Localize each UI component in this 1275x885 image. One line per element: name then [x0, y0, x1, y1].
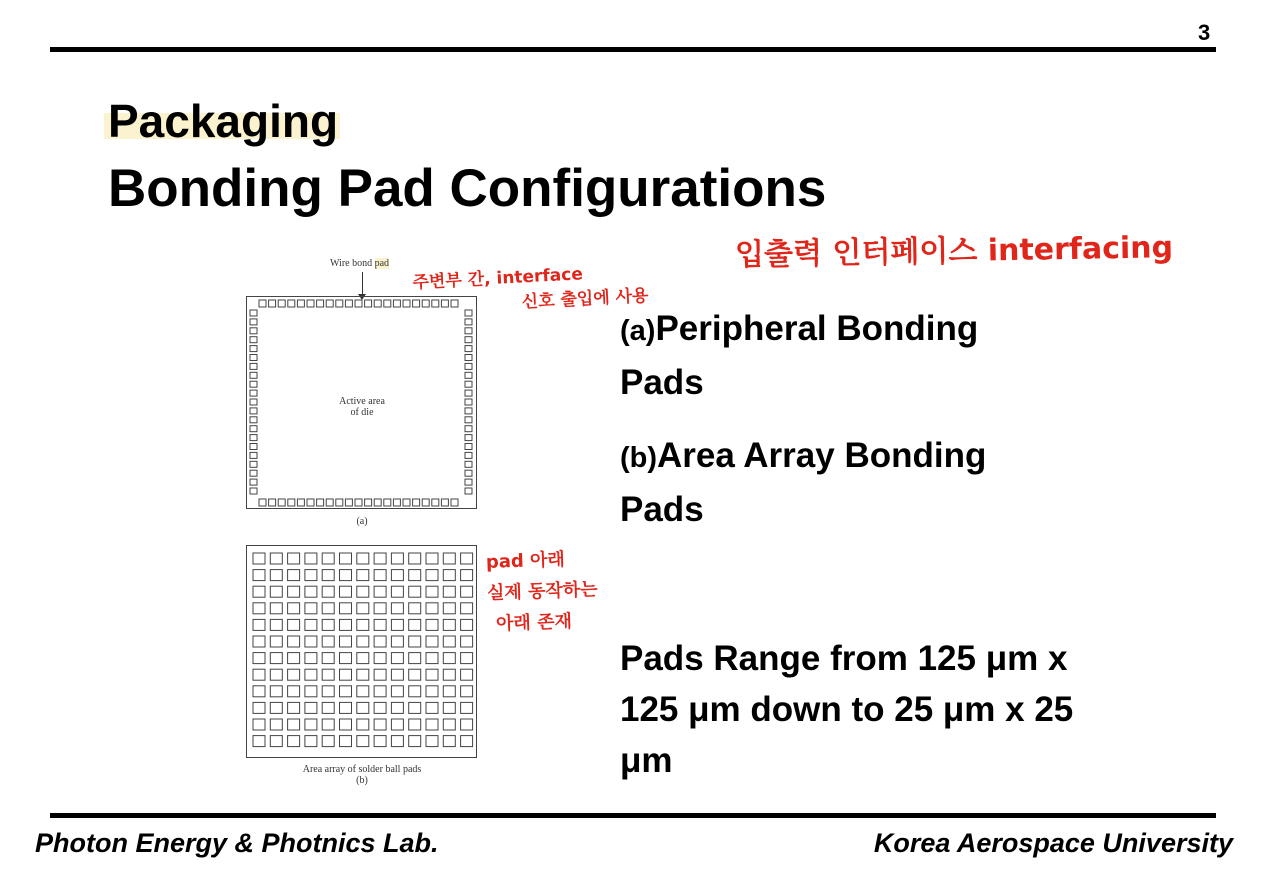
area-array-pad: [357, 669, 369, 680]
area-array-pad: [374, 702, 386, 713]
peripheral-pad: [250, 488, 257, 494]
peripheral-pad: [465, 363, 472, 369]
area-array-pad: [270, 736, 282, 747]
peripheral-pad: [465, 328, 472, 334]
active-area-label: Active area of die: [339, 396, 385, 418]
area-array-pad: [340, 736, 352, 747]
peripheral-pad: [422, 499, 429, 506]
area-array-pad: [391, 686, 403, 697]
area-array-pad: [322, 686, 334, 697]
area-array-pad: [443, 636, 455, 647]
peripheral-pad: [317, 499, 324, 506]
area-array-pad: [357, 619, 369, 630]
peripheral-pad: [250, 470, 257, 476]
peripheral-pad: [250, 479, 257, 485]
area-array-pad: [305, 586, 317, 597]
peripheral-pad: [384, 499, 391, 506]
area-array-pad: [426, 702, 438, 713]
area-array-pad: [426, 570, 438, 581]
peripheral-pad: [250, 363, 257, 369]
area-array-pad: [409, 669, 421, 680]
annotation-interfacing: 입출력 인터페이스 interfacing: [734, 230, 1174, 273]
area-array-pad: [288, 702, 300, 713]
top-rule: [50, 47, 1216, 52]
peripheral-pad: [336, 499, 343, 506]
area-array-pad: [409, 570, 421, 581]
area-array-pad: [253, 570, 265, 581]
area-array-pad: [391, 653, 403, 664]
area-array-pad: [374, 619, 386, 630]
area-array-pad: [374, 719, 386, 730]
area-array-pad: [357, 636, 369, 647]
area-array-pad: [391, 702, 403, 713]
area-array-pad: [322, 736, 334, 747]
peripheral-pad: [326, 499, 333, 506]
peripheral-pad: [288, 300, 295, 307]
area-array-pad: [391, 736, 403, 747]
peripheral-pad: [465, 435, 472, 441]
peripheral-pad: [259, 300, 266, 307]
peripheral-pad: [278, 300, 285, 307]
area-array-pad: [322, 553, 334, 564]
slide-title: Bonding Pad Configurations: [108, 159, 827, 218]
area-array-pad: [426, 669, 438, 680]
area-array-pad: [322, 653, 334, 664]
area-array-pad: [270, 586, 282, 597]
area-array-pad: [409, 686, 421, 697]
area-array-pad: [305, 719, 317, 730]
peripheral-pad: [250, 355, 257, 361]
area-array-pad: [253, 669, 265, 680]
peripheral-pad: [355, 499, 362, 506]
area-array-pad: [253, 736, 265, 747]
area-array-pad: [443, 653, 455, 664]
area-array-pad: [305, 653, 317, 664]
peripheral-pad: [250, 435, 257, 441]
area-array-pad: [409, 586, 421, 597]
area-array-pad: [270, 603, 282, 614]
footer-lab-name: Photon Energy & Photnics Lab.: [35, 828, 439, 858]
area-array-pad: [305, 736, 317, 747]
area-array-pad: [340, 619, 352, 630]
caption-a: (a): [356, 516, 368, 527]
area-array-pad: [288, 586, 300, 597]
area-array-pad: [461, 553, 473, 564]
area-array-pad: [340, 586, 352, 597]
peripheral-pad: [365, 499, 372, 506]
area-array-pad: [357, 653, 369, 664]
area-array-pad: [391, 586, 403, 597]
peripheral-pad: [250, 444, 257, 450]
area-array-pad: [461, 653, 473, 664]
area-array-pad: [443, 619, 455, 630]
area-array-pad: [270, 686, 282, 697]
area-array-pad: [443, 669, 455, 680]
area-array-pad: [426, 686, 438, 697]
area-array-pad: [443, 736, 455, 747]
area-array-pad: [391, 669, 403, 680]
area-array-pad: [357, 702, 369, 713]
area-array-pad: [374, 653, 386, 664]
area-array-pad: [288, 619, 300, 630]
area-array-pad: [374, 570, 386, 581]
area-array-pad: [305, 636, 317, 647]
area-array-pad: [443, 586, 455, 597]
peripheral-pad: [250, 310, 257, 316]
peripheral-pad: [269, 499, 276, 506]
area-array-pad: [409, 619, 421, 630]
area-array-pad: [288, 603, 300, 614]
area-array-pad: [461, 586, 473, 597]
peripheral-pad: [278, 499, 285, 506]
area-array-pad: [443, 603, 455, 614]
area-array-pad: [374, 603, 386, 614]
area-array-pad: [443, 553, 455, 564]
peripheral-pad: [269, 300, 276, 307]
area-array-pad: [270, 669, 282, 680]
area-array-pad: [357, 553, 369, 564]
area-array-pad: [391, 570, 403, 581]
area-array-pad: [391, 553, 403, 564]
area-array-pad: [461, 570, 473, 581]
pad-range-text: Pads Range from 125 μm x 125 μm down to 25 μm x 25 μm: [620, 639, 1074, 780]
area-array-pad: [340, 669, 352, 680]
area-array-pad: [305, 669, 317, 680]
peripheral-pad: [374, 499, 381, 506]
area-array-pad: [305, 619, 317, 630]
area-array-pad: [322, 702, 334, 713]
area-array-pad: [461, 603, 473, 614]
peripheral-pad: [465, 479, 472, 485]
peripheral-pad: [432, 499, 439, 506]
area-array-pad: [288, 636, 300, 647]
area-array-pad: [443, 719, 455, 730]
area-array-pad: [340, 686, 352, 697]
area-array-pad: [270, 553, 282, 564]
area-array-pad: [374, 553, 386, 564]
area-array-pad: [322, 570, 334, 581]
peripheral-pad: [250, 426, 257, 432]
area-array-pad: [288, 553, 300, 564]
area-array-pad: [253, 719, 265, 730]
peripheral-pad: [345, 499, 352, 506]
peripheral-pad: [297, 499, 304, 506]
peripheral-pad: [465, 488, 472, 494]
peripheral-pad: [336, 300, 343, 307]
area-array-pad: [288, 669, 300, 680]
area-array-pad: [443, 702, 455, 713]
bottom-rule: [50, 813, 1216, 818]
area-array-pad: [322, 603, 334, 614]
area-array-pad: [409, 603, 421, 614]
area-array-pad: [270, 719, 282, 730]
item-peripheral: (a)Peripheral Bonding Pads: [620, 309, 979, 402]
area-array-pad: [357, 586, 369, 597]
area-array-pad: [288, 736, 300, 747]
area-array-pad: [443, 570, 455, 581]
area-array-pad: [253, 653, 265, 664]
area-array-pad: [305, 686, 317, 697]
peripheral-pad: [403, 300, 410, 307]
area-array-pad: [340, 636, 352, 647]
area-array-pad: [322, 669, 334, 680]
peripheral-pad: [465, 452, 472, 458]
peripheral-pad: [465, 346, 472, 352]
area-array-pad: [461, 702, 473, 713]
area-array-figure: [246, 545, 478, 759]
area-array-pad: [409, 553, 421, 564]
peripheral-pad: [465, 319, 472, 325]
area-array-pad: [391, 603, 403, 614]
footer-university: Korea Aerospace University: [873, 828, 1233, 858]
area-array-pad: [461, 636, 473, 647]
peripheral-pad: [465, 461, 472, 467]
peripheral-pad: [250, 381, 257, 387]
peripheral-pad: [355, 300, 362, 307]
wire-bond-label: Wire bond pad: [330, 258, 390, 269]
peripheral-pad: [250, 372, 257, 378]
area-array-pad: [409, 736, 421, 747]
area-array-pad: [305, 570, 317, 581]
peripheral-pad: [326, 300, 333, 307]
peripheral-pad: [465, 372, 472, 378]
peripheral-pad: [374, 300, 381, 307]
peripheral-pad: [465, 470, 472, 476]
area-array-pad: [288, 719, 300, 730]
area-array-pad: [340, 653, 352, 664]
area-array-pad: [322, 636, 334, 647]
area-array-pad: [305, 553, 317, 564]
area-array-pad: [461, 619, 473, 630]
area-array-pad: [461, 719, 473, 730]
area-array-pad: [340, 702, 352, 713]
area-array-pad: [253, 686, 265, 697]
peripheral-pad: [250, 337, 257, 343]
area-array-pad: [305, 603, 317, 614]
area-array-pad: [461, 686, 473, 697]
area-array-pad: [270, 702, 282, 713]
area-array-pad: [426, 653, 438, 664]
peripheral-pad: [465, 381, 472, 387]
caption-b: Area array of solder ball pads (b): [302, 764, 422, 786]
area-array-pad: [426, 553, 438, 564]
area-array-pad: [340, 719, 352, 730]
peripheral-pad: [465, 426, 472, 432]
peripheral-pad: [307, 300, 314, 307]
area-array-pad: [253, 553, 265, 564]
area-array-pad: [426, 719, 438, 730]
peripheral-pad: [465, 444, 472, 450]
peripheral-pad: [403, 499, 410, 506]
area-array-pad: [322, 619, 334, 630]
peripheral-pad: [297, 300, 304, 307]
area-array-pad: [374, 636, 386, 647]
area-array-pad: [253, 636, 265, 647]
area-array-pad: [374, 736, 386, 747]
area-array-pad: [391, 619, 403, 630]
peripheral-pad: [250, 328, 257, 334]
area-array-pad: [253, 619, 265, 630]
area-array-pad: [426, 619, 438, 630]
peripheral-pad: [465, 337, 472, 343]
area-array-pad: [409, 702, 421, 713]
area-array-pad: [357, 736, 369, 747]
peripheral-pad: [250, 452, 257, 458]
area-array-pad: [443, 686, 455, 697]
area-array-pad: [357, 719, 369, 730]
peripheral-pad: [259, 499, 266, 506]
peripheral-pad: [451, 499, 458, 506]
area-array-pad: [426, 636, 438, 647]
area-array-pad: [357, 686, 369, 697]
area-array-pad: [322, 586, 334, 597]
area-array-pad: [253, 702, 265, 713]
peripheral-pad: [393, 300, 400, 307]
area-array-pad: [340, 603, 352, 614]
area-array-pad: [409, 636, 421, 647]
area-array-pad: [340, 570, 352, 581]
area-array-pad: [357, 570, 369, 581]
area-array-pad: [253, 586, 265, 597]
area-array-pad: [288, 570, 300, 581]
slide-subtitle: Packaging: [108, 95, 339, 147]
area-array-pad: [288, 686, 300, 697]
peripheral-pad: [250, 319, 257, 325]
area-array-pad: [461, 669, 473, 680]
wire-bond-pad-label: pad: [374, 258, 390, 269]
area-array-pad: [374, 686, 386, 697]
annotation-area-array: pad 아래 실제 동작하는 아래 존재: [485, 549, 598, 635]
area-array-pad: [305, 702, 317, 713]
peripheral-pad: [307, 499, 314, 506]
area-array-pad: [409, 653, 421, 664]
peripheral-pad: [317, 300, 324, 307]
area-array-pad: [409, 719, 421, 730]
item-area-array: (b)Area Array Bonding Pads: [620, 436, 987, 529]
area-array-pad: [391, 636, 403, 647]
area-array-pad: [340, 553, 352, 564]
peripheral-pad: [345, 300, 352, 307]
area-array-pad: [253, 603, 265, 614]
peripheral-pad: [413, 499, 420, 506]
peripheral-pad: [288, 499, 295, 506]
area-array-pad: [270, 619, 282, 630]
area-array-pad: [270, 653, 282, 664]
area-array-pad: [322, 719, 334, 730]
peripheral-pad: [365, 300, 372, 307]
page-number: 3: [1198, 20, 1211, 45]
area-array-pad: [461, 736, 473, 747]
peripheral-pad: [441, 499, 448, 506]
area-array-pad: [270, 570, 282, 581]
area-array-pad: [391, 719, 403, 730]
area-array-pad: [374, 586, 386, 597]
area-array-pad: [426, 603, 438, 614]
area-array-pad: [374, 669, 386, 680]
peripheral-pad: [250, 346, 257, 352]
peripheral-pad: [384, 300, 391, 307]
peripheral-pad: [393, 499, 400, 506]
area-array-pad: [270, 636, 282, 647]
area-array-pad: [288, 653, 300, 664]
peripheral-pad: [465, 355, 472, 361]
area-array-pad: [426, 586, 438, 597]
annotation-periphery: 주변부 간, interface 신호 출입에 사용: [412, 264, 649, 313]
area-array-pad: [357, 603, 369, 614]
area-array-pad: [426, 736, 438, 747]
peripheral-pad: [250, 461, 257, 467]
